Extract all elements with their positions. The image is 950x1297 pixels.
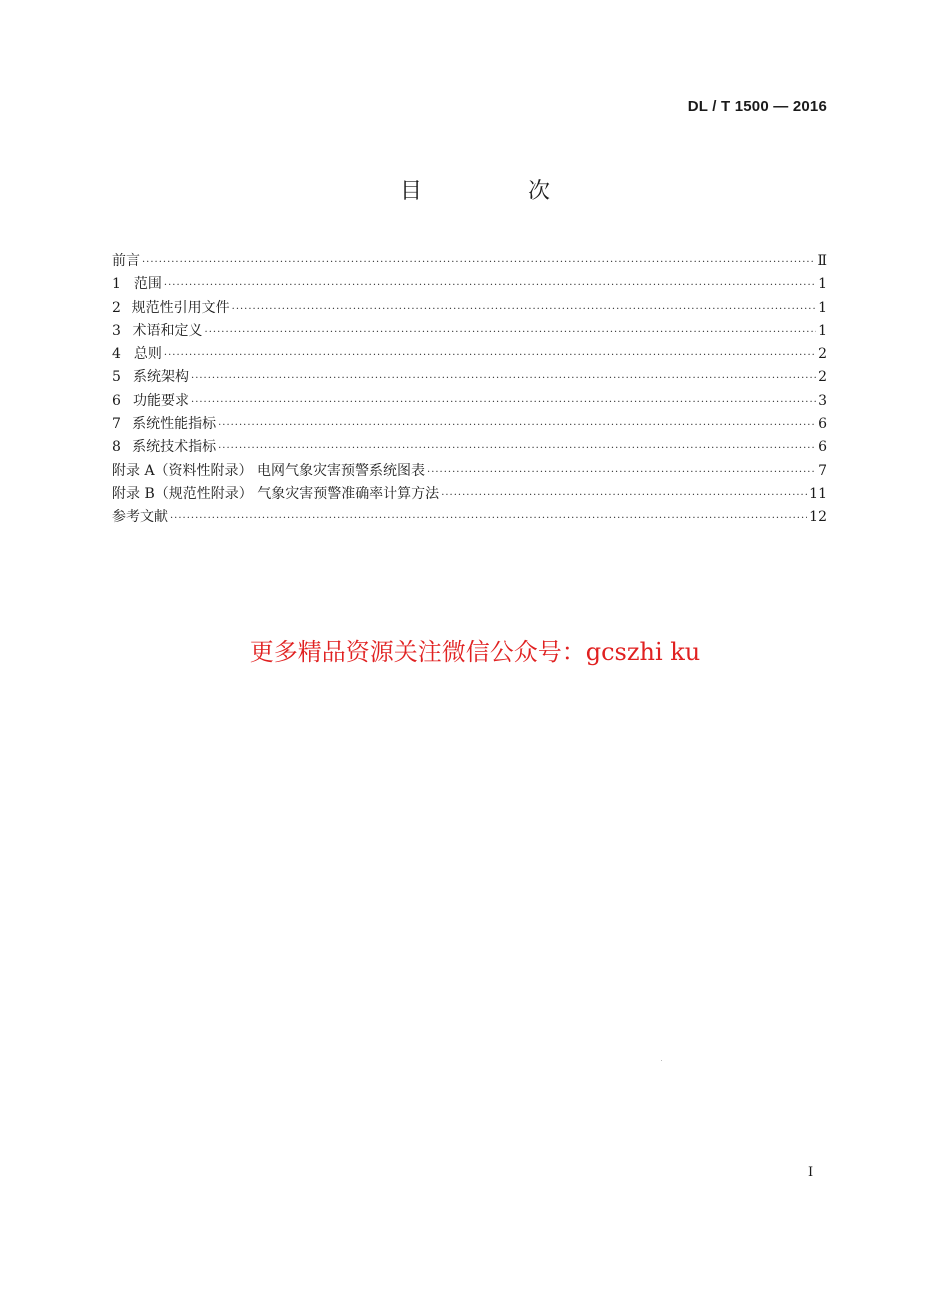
toc-dot-leader <box>441 490 807 501</box>
toc-entry-number: 2 <box>112 299 121 316</box>
toc-entry-page: 6 <box>818 416 827 433</box>
toc-entry-label: 附录 A（资料性附录） 电网气象灾害预警系统图表 <box>112 462 426 479</box>
toc-entry-label: 总则 <box>133 346 162 363</box>
table-of-contents <box>112 250 827 530</box>
toc-entry[interactable] <box>112 460 827 483</box>
standard-code: DL / T 1500 — 2016 <box>687 98 827 115</box>
toc-entry[interactable] <box>112 343 827 366</box>
toc-entry[interactable] <box>112 366 827 389</box>
toc-entry-number: 5 <box>112 369 121 386</box>
toc-entry-label: 系统性能指标 <box>132 416 217 433</box>
toc-dot-leader <box>164 280 816 291</box>
toc-entry-number: 8 <box>112 439 121 456</box>
toc-entry-page: 1 <box>818 322 827 339</box>
toc-entry-label: 范围 <box>133 276 162 293</box>
toc-dot-leader <box>427 467 816 478</box>
toc-entry-page: Ⅱ <box>817 253 827 269</box>
page-number: I <box>808 1165 814 1180</box>
toc-entry-label: 功能要求 <box>133 392 190 409</box>
toc-entry[interactable] <box>112 483 827 506</box>
toc-entry-page: 7 <box>818 462 827 479</box>
toc-entry-label: 系统技术指标 <box>132 439 217 456</box>
toc-entry-number: 6 <box>112 392 121 409</box>
toc-dot-leader <box>191 397 816 408</box>
toc-entry[interactable] <box>112 436 827 459</box>
toc-entry-number: 1 <box>112 276 121 293</box>
promo-text: 更多精品资源关注微信公众号：gcszhi ku <box>249 638 701 666</box>
toc-entry[interactable] <box>112 273 827 296</box>
toc-entry-page: 1 <box>818 299 827 316</box>
toc-dot-leader <box>232 304 816 315</box>
toc-entry[interactable] <box>112 250 827 273</box>
toc-dot-leader <box>191 373 816 384</box>
toc-entry-page: 1 <box>818 276 827 293</box>
toc-entry[interactable] <box>112 506 827 529</box>
toc-entry[interactable] <box>112 390 827 413</box>
toc-entry[interactable] <box>112 320 827 343</box>
toc-entry-number: 4 <box>112 346 121 363</box>
speck <box>661 1060 662 1061</box>
page-title: 目 次 <box>399 179 592 204</box>
toc-entry-label: 系统架构 <box>133 369 190 386</box>
toc-dot-leader <box>170 513 807 524</box>
toc-entry-page: 2 <box>818 346 827 363</box>
toc-entry-number: 3 <box>112 322 121 339</box>
toc-entry-page: 11 <box>809 485 827 502</box>
toc-entry-label: 参考文献 <box>112 509 168 526</box>
toc-entry-page: 6 <box>818 439 827 456</box>
toc-entry[interactable] <box>112 413 827 436</box>
toc-entry-label: 规范性引用文件 <box>131 299 230 316</box>
toc-entry-label: 附录 B（规范性附录） 气象灾害预警准确率计算方法 <box>112 485 440 502</box>
toc-dot-leader <box>205 327 817 338</box>
toc-dot-leader <box>164 350 816 361</box>
toc-entry-label: 前言 <box>112 253 140 269</box>
toc-dot-leader <box>142 257 815 268</box>
toc-entry-number: 7 <box>112 416 121 433</box>
toc-entry-page: 12 <box>809 509 827 526</box>
toc-entry-page: 2 <box>818 369 827 386</box>
toc-dot-leader <box>218 420 816 431</box>
toc-entry[interactable] <box>112 297 827 320</box>
toc-entry-label: 术语和定义 <box>132 322 203 339</box>
toc-entry-page: 3 <box>818 392 827 409</box>
toc-dot-leader <box>218 443 816 454</box>
